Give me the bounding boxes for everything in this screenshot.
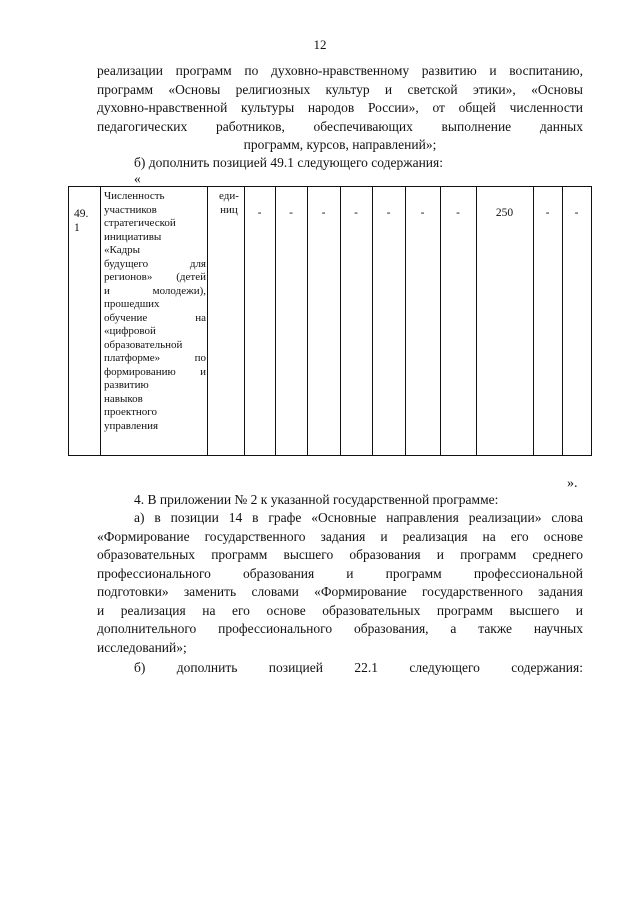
- indicator-line: регионов» (детей: [104, 271, 206, 283]
- value-cell: -: [456, 207, 460, 219]
- unit-cell: [213, 190, 245, 217]
- indicator-line: проектного: [104, 406, 158, 418]
- indicator-line: платформе» по: [104, 352, 206, 364]
- value-cell: -: [386, 207, 391, 219]
- row-number-cell: [74, 207, 88, 235]
- indicator-line: обучение на: [104, 311, 206, 324]
- indicator-line: образовательной: [104, 338, 183, 351]
- page-number: 12: [313, 37, 327, 52]
- value-cell: -: [354, 207, 358, 219]
- value-cell: -: [321, 207, 326, 219]
- text-line: профессионального образования и программ профессиональной: [97, 565, 583, 581]
- item-b-add-22-1-paragraph: [134, 659, 583, 678]
- text-line: «Формирование государственного задания и реализация на его основе: [97, 528, 583, 544]
- text-line: педагогических работников, обеспечивающих выполнение данных: [97, 118, 583, 134]
- value-cell: -: [289, 207, 293, 219]
- indicator-line: будущего для: [104, 257, 206, 270]
- indicator-line: «Кадры: [104, 244, 141, 256]
- indicator-name-cell: [104, 190, 206, 433]
- unit-line: еди-: [219, 190, 239, 202]
- indicator-line: прошедших: [104, 298, 160, 310]
- text-line: дополнительного профессионального образования, а также научных: [97, 621, 583, 636]
- opening-quote: «: [134, 171, 141, 186]
- text-line: программ «Основы религиозных культур и светской этики», «Основы: [97, 81, 583, 97]
- item-a-paragraph: [97, 509, 583, 657]
- text-line: а) в позиции 14 в графе «Основные направления реализации» слова: [134, 510, 583, 525]
- indicator-line: участников: [104, 203, 157, 216]
- text-line: и реализация на его основе образовательных программ высшего и: [97, 602, 583, 618]
- text-line: подготовки» заменить словами «Формирование государственного задания: [97, 584, 583, 599]
- indicator-line: инициативы: [104, 230, 162, 243]
- indicator-line: управления: [104, 419, 159, 432]
- indicator-table: [68, 186, 592, 456]
- text-line: духовно-нравственной культуры народов России», от общей численности: [97, 100, 583, 115]
- indicator-line: формированию и: [104, 365, 206, 378]
- item-b-add-22-1: б) дополнить позицией 22.1 следующего содержания:: [134, 660, 583, 675]
- row-number-part: 1: [74, 222, 80, 234]
- unit-line: ниц: [220, 203, 238, 216]
- indicator-line: Численность: [104, 190, 165, 202]
- row-number-part: 49.: [74, 208, 89, 220]
- indicator-line: и молодежи),: [104, 284, 206, 297]
- text-line: реализации программ по духовно-нравственному развитию и воспитанию,: [97, 63, 583, 78]
- text-line: программ, курсов, направлений»;: [243, 137, 437, 152]
- value-cell: -: [545, 207, 550, 219]
- text-line: исследований»;: [97, 639, 187, 655]
- value-cell: -: [257, 207, 262, 219]
- indicator-line: «цифровой: [104, 325, 156, 337]
- value-cell: -: [574, 207, 579, 219]
- closing-quote: ».: [567, 476, 578, 491]
- value-cell: 250: [495, 207, 514, 219]
- section-4-heading: 4. В приложении № 2 к указанной государственной программе:: [134, 492, 499, 507]
- value-cell: -: [420, 207, 425, 219]
- indicator-line: стратегической: [104, 217, 176, 229]
- text-line: образовательных программ высшего образования и программ среднего: [97, 547, 583, 562]
- intro-paragraph: [97, 62, 583, 155]
- indicator-line: развитию: [104, 379, 149, 391]
- indicator-line: навыков: [104, 392, 143, 405]
- item-b-add-49-1: б) дополнить позицией 49.1 следующего содержания:: [134, 155, 443, 170]
